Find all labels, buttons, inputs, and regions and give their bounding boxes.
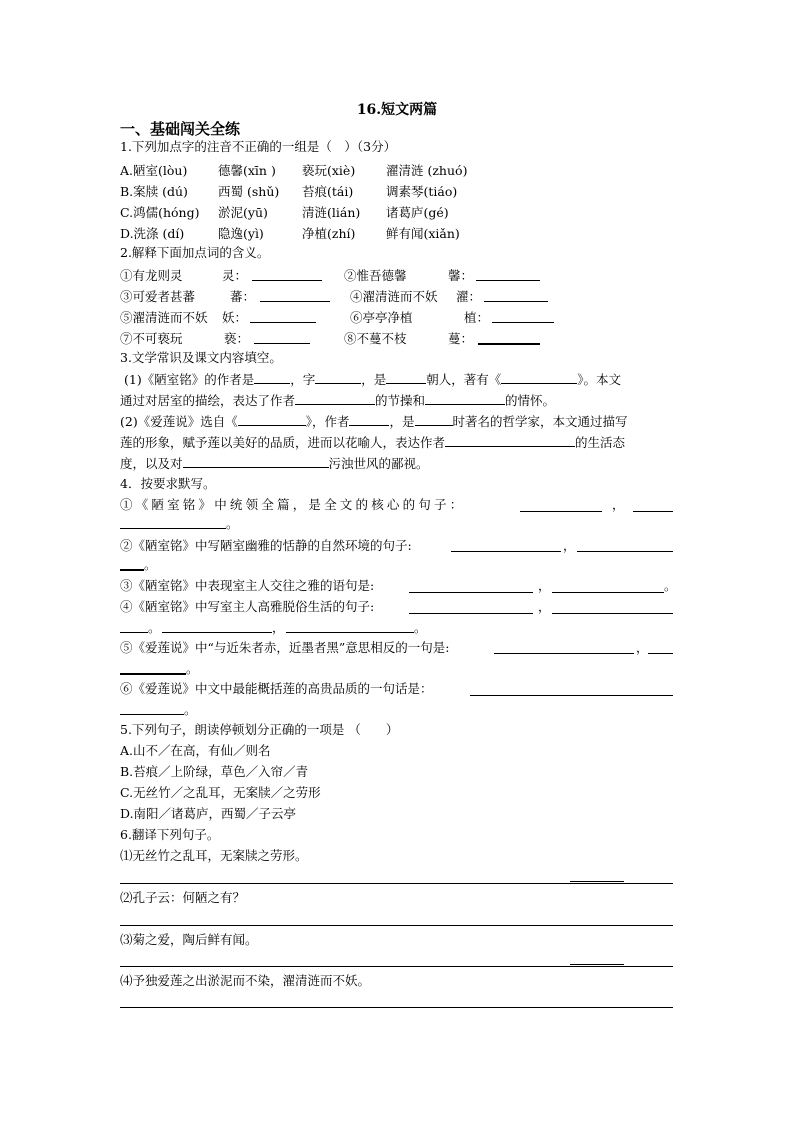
- q1-option-a-2: 德馨(xīn ): [218, 163, 276, 178]
- q4-item-2: ②《陋室铭》中写陋室幽雅的恬静的自然环境的句子:: [120, 538, 412, 553]
- q2-item-4: ④濯清涟而不妖: [350, 289, 438, 304]
- q6-item-3: ⑶菊之爱，陶后鲜有闻。: [120, 932, 258, 947]
- q2-item-6: ⑥亭亭净植: [350, 310, 413, 325]
- q2-stem: 2.解释下面加点词的含义。: [120, 245, 270, 260]
- q4-item-1: ①《陋室铭》中统领全篇，是全文的核心的句子：: [120, 497, 466, 512]
- q5-option-c: C.无丝竹／之乱耳，无案牍／之劳形: [120, 785, 321, 800]
- q3-p1b: 通过对居室的描绘，表达了作者 的节操和 的情怀。: [120, 393, 556, 408]
- q1-option-b-2: 西蜀 (shǔ): [218, 184, 280, 199]
- q1-option-d-3: 净植(zhí): [302, 226, 356, 241]
- q1-option-c-2: 淤泥(yū): [218, 205, 268, 220]
- q2-item-8-label: 蔓：: [448, 331, 474, 346]
- q2-item-2-label: 馨：: [448, 268, 474, 283]
- q5-option-b: B.苔痕／上阶绿，草色／入帘／青: [120, 764, 309, 779]
- q6-stem: 6.翻译下列句子。: [120, 827, 220, 842]
- q2-item-7-label: 亵：: [224, 331, 250, 346]
- q1-option-c: C.鸿儒(hóng): [120, 205, 200, 220]
- q2-item-8: ⑧不蔓不枝: [344, 331, 407, 346]
- q2-item-7: ⑦不可亵玩: [120, 331, 183, 346]
- q6-item-1: ⑴无丝竹之乱耳，无案牍之劳形。: [120, 848, 308, 863]
- q1-option-a: A.陋室(lòu): [120, 163, 188, 178]
- q1-option-d: D.洗涤 (dí): [120, 226, 185, 241]
- q1-option-b-3: 苔痕(tái): [302, 184, 354, 199]
- q2-item-1: ①有龙则灵: [120, 268, 183, 283]
- q2-item-3: ③可爱者甚蕃: [120, 289, 196, 304]
- q1-option-a-4: 濯清涟 (zhuó): [386, 163, 468, 178]
- q4-item-6: ⑥《爱莲说》中文中最能概括莲的高贵品质的一句话是：: [120, 681, 433, 696]
- q2-item-5: ⑤濯清涟而不妖: [120, 310, 208, 325]
- q4-item-3: ③《陋室铭》中表现室主人交往之雅的语句是:: [120, 578, 375, 593]
- q3-p2c: 度，以及对 污浊世风的鄙视。: [120, 456, 429, 471]
- section-heading: 一、基础闯关全练: [120, 120, 241, 138]
- q4-stem: 4．按要求默写。: [120, 476, 216, 491]
- q1-option-c-4: 诸葛庐(gé): [386, 205, 449, 220]
- q1-stem: 1.下列加点字的注音不正确的一组是（ ）（3分）: [120, 139, 397, 154]
- q1-option-d-4: 鲜有闻(xiǎn): [386, 226, 460, 241]
- q2-item-5-label: 妖：: [222, 310, 248, 325]
- q3-stem: 3.文学常识及课文内容填空。: [120, 350, 282, 365]
- q5-option-a: A.山不／在高，有仙／则名: [120, 743, 271, 758]
- q1-option-b: B.案牍 (dú): [120, 184, 188, 199]
- q1-option-a-3: 亵玩(xiè): [302, 163, 356, 178]
- q5-stem: 5.下列句子，朗读停顿划分正确的一项是 （ ）: [120, 722, 399, 737]
- q4-item-5: ⑤《爱莲说》中“与近朱者赤，近墨者黑”意思相反的一句是:: [120, 640, 450, 655]
- q2-item-1-label: 灵：: [222, 268, 248, 283]
- page-title: 16.短文两篇: [356, 102, 438, 118]
- q3-p2b: 莲的形象，赋予莲以美好的品质，进而以花喻人，表达作者 的生活态: [120, 435, 626, 450]
- q2-item-2: ②惟吾德馨: [344, 268, 407, 283]
- q1-option-c-3: 清涟(lián): [302, 205, 361, 220]
- q6-item-2: ⑵孔子云：何陋之有？: [120, 890, 246, 905]
- q6-item-4: ⑷予独爱莲之出淤泥而不染，濯清涟而不妖。: [120, 973, 371, 988]
- q4-item-4: ④《陋室铭》中写室主人高雅脱俗生活的句子:: [120, 599, 375, 614]
- q5-option-d: D.南阳／诸葛庐，西蜀／子云亭: [120, 806, 297, 821]
- q1-option-d-2: 隐逸(yì): [218, 226, 264, 241]
- q2-item-6-label: 植：: [464, 310, 490, 325]
- q3-p1: (1)《陋室铭》的作者是 ，字 ，是 朝人，著有《 》。本文: [124, 372, 622, 387]
- q1-option-b-4: 调素琴(tiáo): [386, 184, 458, 199]
- q3-p2: (2)《爱莲说》选自《 》，作者 ，是 时著名的哲学家，本文通过描写: [120, 414, 628, 429]
- q2-item-4-label: 濯：: [456, 289, 482, 304]
- q2-item-3-label: 蕃：: [230, 289, 256, 304]
